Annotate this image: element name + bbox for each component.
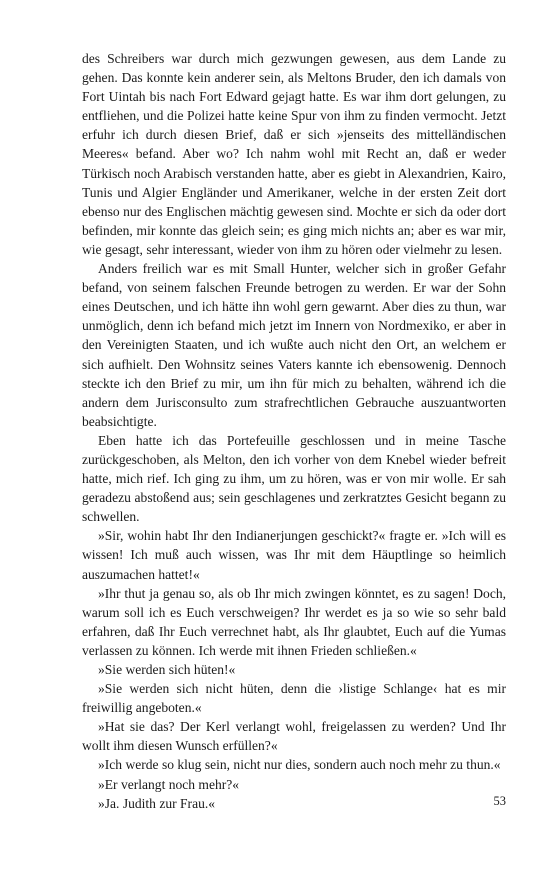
paragraph: »Ich werde so klug sein, nicht nur dies, sondern auch noch mehr zu thun.« [98, 757, 501, 773]
paragraph: Anders freilich war es mit Small Hunter, welcher sich in großer Gefahr befand, von seinem falschen Freunde betrogen zu werden. Er war der Sohn eines Deutschen, und ich hätte ihn wohl gern gewarnt. Aber dies zu thun, war unmöglich, denn ich befand mich jetzt im Innern von Nordmexiko, er aber in den Vereinigten Staaten, und ich wußte auch nicht den Ort, an welchem er sich aufhielt. Den Wohnsitz seines Vaters kannte ich ebensowenig. Dennoch steckte ich den Brief zu mir, um ihn für mich zu behalten, während ich die andern dem Jurisconsulto zum strafrechtlichen Gebrauche auszuantworten beabsichtigte. [82, 261, 506, 429]
paragraph: »Er verlangt noch mehr?« [98, 776, 240, 792]
paragraph: »Ihr thut ja genau so, als ob Ihr mich zwingen könntet, es zu sagen! Doch, warum soll ich es Euch verschweigen? Ihr werdet es ja so wie so sehr bald erfahren, daß Ihr Euch verrechnet habt, als Ihr glaubtet, Euch auf die Yumas verlassen zu können. Ich werde mit ihnen Frieden schließen.« [82, 585, 506, 658]
paragraph: Eben hatte ich das Portefeuille geschlossen und in meine Tasche zurückgeschoben, als Melton, den ich vorher von dem Knebel wieder befreit hatte, mich rief. Ich ging zu ihm, um zu hören, was er von mir wolle. Er sah geradezu abstoßend aus; sein geschlagenes und zerkratztes Gesicht begann zu schwellen. [82, 432, 506, 525]
paragraph: »Ja. Judith zur Frau.« [98, 795, 216, 811]
paragraph: »Hat sie das? Der Kerl verlangt wohl, freigelassen zu werden? Und Ihr wollt ihm diesen Wunsch erfüllen?« [82, 719, 506, 754]
page-number: 53 [493, 794, 506, 808]
paragraph: »Sir, wohin habt Ihr den Indianerjungen geschickt?« fragte er. »Ich will es wissen! Ich muß auch wissen, was Ihr mit dem Häuptlinge so heimlich auszumachen hattet!« [82, 528, 506, 582]
paragraph: »Sie werden sich hüten!« [98, 662, 236, 677]
page-body [82, 49, 506, 813]
paragraph: des Schreibers war durch mich gezwungen gewesen, aus dem Lande zu gehen. Das konnte kein anderer sein, als Meltons Bruder, den ich damals von Fort Uintah bis nach Fort Edward gejagt hatte. Es war ihm dort gelungen, zu entfliehen, und die Polizei hatte keine Spur von ihm zu finden vermocht. Jetzt erfuhr ich durch diesen Brief, daß er sich »jenseits des mittelländischen Meeres« befand. Aber wo? Ich nahm wohl mit Recht an, daß er weder Türkisch noch Arabisch verstanden hatte, aber es giebt in Alexandrien, Kairo, Tunis und Algier Engländer und Amerikaner, welche in der ersten Zeit dort ebenso nur des Englischen mächtig gewesen sind. Mochte er sich da oder dort befinden, mir konnte das gleich sein; es ging mich nichts an; aber es war mir, wie gesagt, sehr interessant, wieder von ihm zu hören oder vielmehr zu lesen. [82, 51, 506, 257]
paragraph: »Sie werden sich nicht hüten, denn die ›listige Schlange‹ hat es mir freiwillig angeboten.« [82, 681, 506, 716]
